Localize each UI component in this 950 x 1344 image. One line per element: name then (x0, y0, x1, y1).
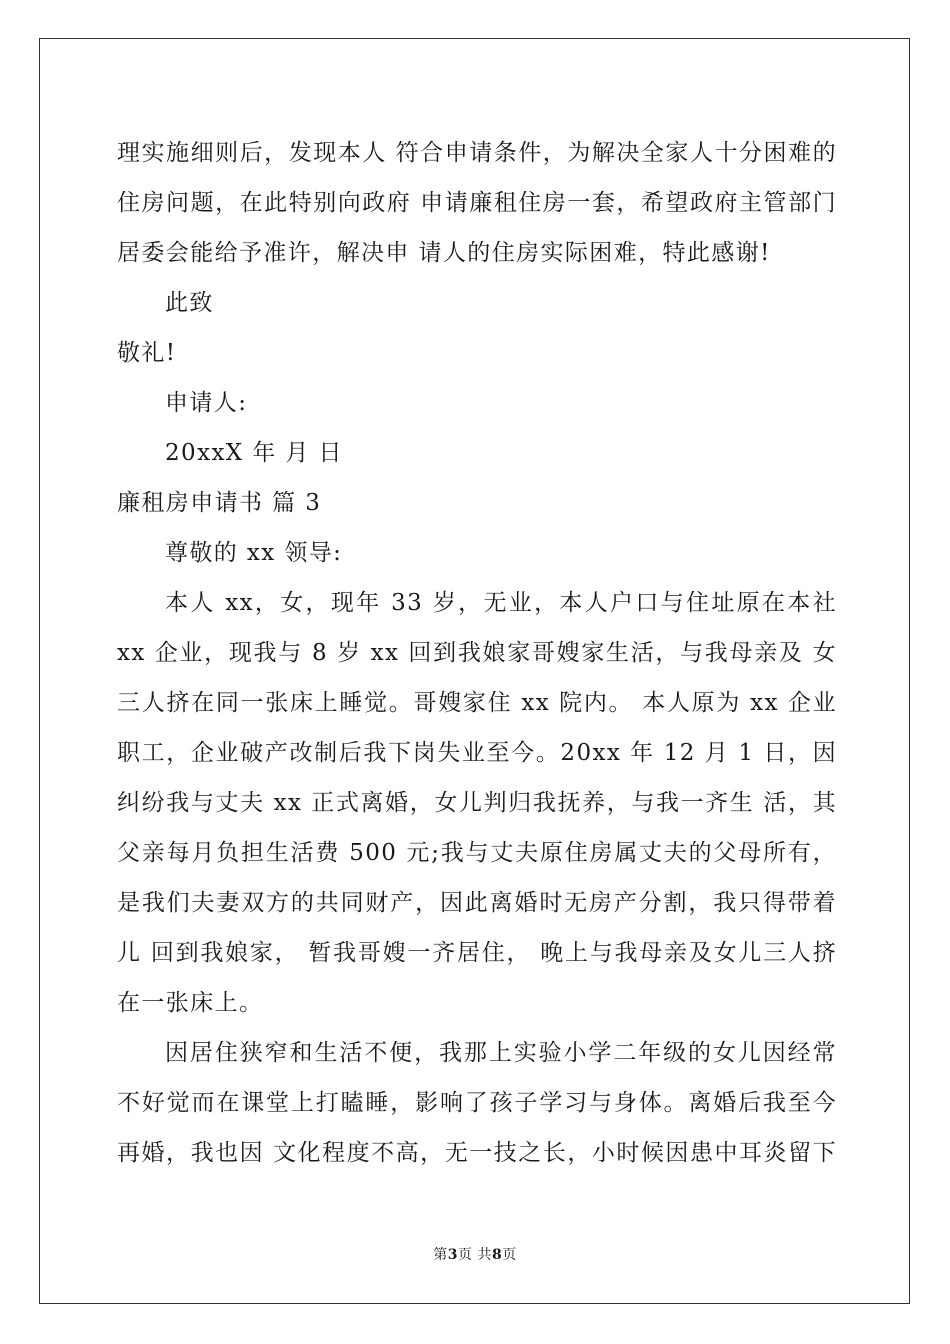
footer-mid: 页 共 (458, 1247, 492, 1263)
paragraph-line: 居委会能给予准许，解决申 请人的住房实际困难，特此感谢! (117, 240, 771, 266)
total-page-number: 8 (491, 1247, 503, 1263)
closing-regards: 敬礼! (117, 340, 177, 366)
document-body (117, 128, 837, 1178)
greeting: 尊敬的 xx 领导: (165, 540, 343, 566)
paragraph-line: 住房问题，在此特别向政府 申请廉租住房一套，希望政府主管部门 (117, 190, 837, 216)
footer-suffix: 页 (502, 1247, 517, 1263)
paragraph-line: 三人挤在同一张床上睡觉。哥嫂家住 xx 院内。 本人原为 xx 企业 (117, 690, 837, 716)
applicant-label: 申请人: (165, 390, 248, 416)
closing-salutation: 此致 (165, 290, 214, 316)
paragraph-line: 在一张床上。 (117, 990, 264, 1016)
paragraph-line: 父亲每月负担生活费 500 元;我与丈夫原住房属丈夫的父母所有， (117, 840, 837, 866)
current-page-number: 3 (447, 1247, 459, 1263)
paragraph-line: 儿 回到我娘家， 暂我哥嫂一齐居住， 晚上与我母亲及女儿三人挤 (117, 940, 837, 966)
section-title: 廉租房申请书 篇 3 (117, 490, 322, 516)
date-line: 20xxX 年 月 日 (165, 440, 343, 466)
paragraph-line: 职工，企业破产改制后我下岗失业至今。20xx 年 12 月 1 日，因 (117, 740, 837, 766)
paragraph-line: 是我们夫妻双方的共同财产，因此离婚时无房产分割，我只得带着 (117, 890, 837, 916)
paragraph-line: 理实施细则后，发现本人 符合申请条件，为解决全家人十分困难的 (117, 140, 837, 166)
paragraph-line: 纠纷我与丈夫 xx 正式离婚，女儿判归我抚养，与我一齐生 活，其 (117, 790, 837, 816)
paragraph-line: 不好觉而在课堂上打瞌睡，影响了孩子学习与身体。离婚后我至今 (117, 1090, 837, 1116)
paragraph-line: 再婚，我也因 文化程度不高，无一技之长，小时候因患中耳炎留下 (117, 1140, 837, 1166)
paragraph-line: xx 企业，现我与 8 岁 xx 回到我娘家哥嫂家生活，与我母亲及 女 (117, 640, 837, 666)
page-footer (0, 1244, 950, 1264)
paragraph-line: 本人 xx，女，现年 33 岁，无业，本人户口与住址原在本社 (165, 590, 837, 616)
footer-prefix: 第 (433, 1247, 448, 1263)
paragraph-line: 因居住狭窄和生活不便，我那上实验小学二年级的女儿因经常 (165, 1040, 837, 1066)
